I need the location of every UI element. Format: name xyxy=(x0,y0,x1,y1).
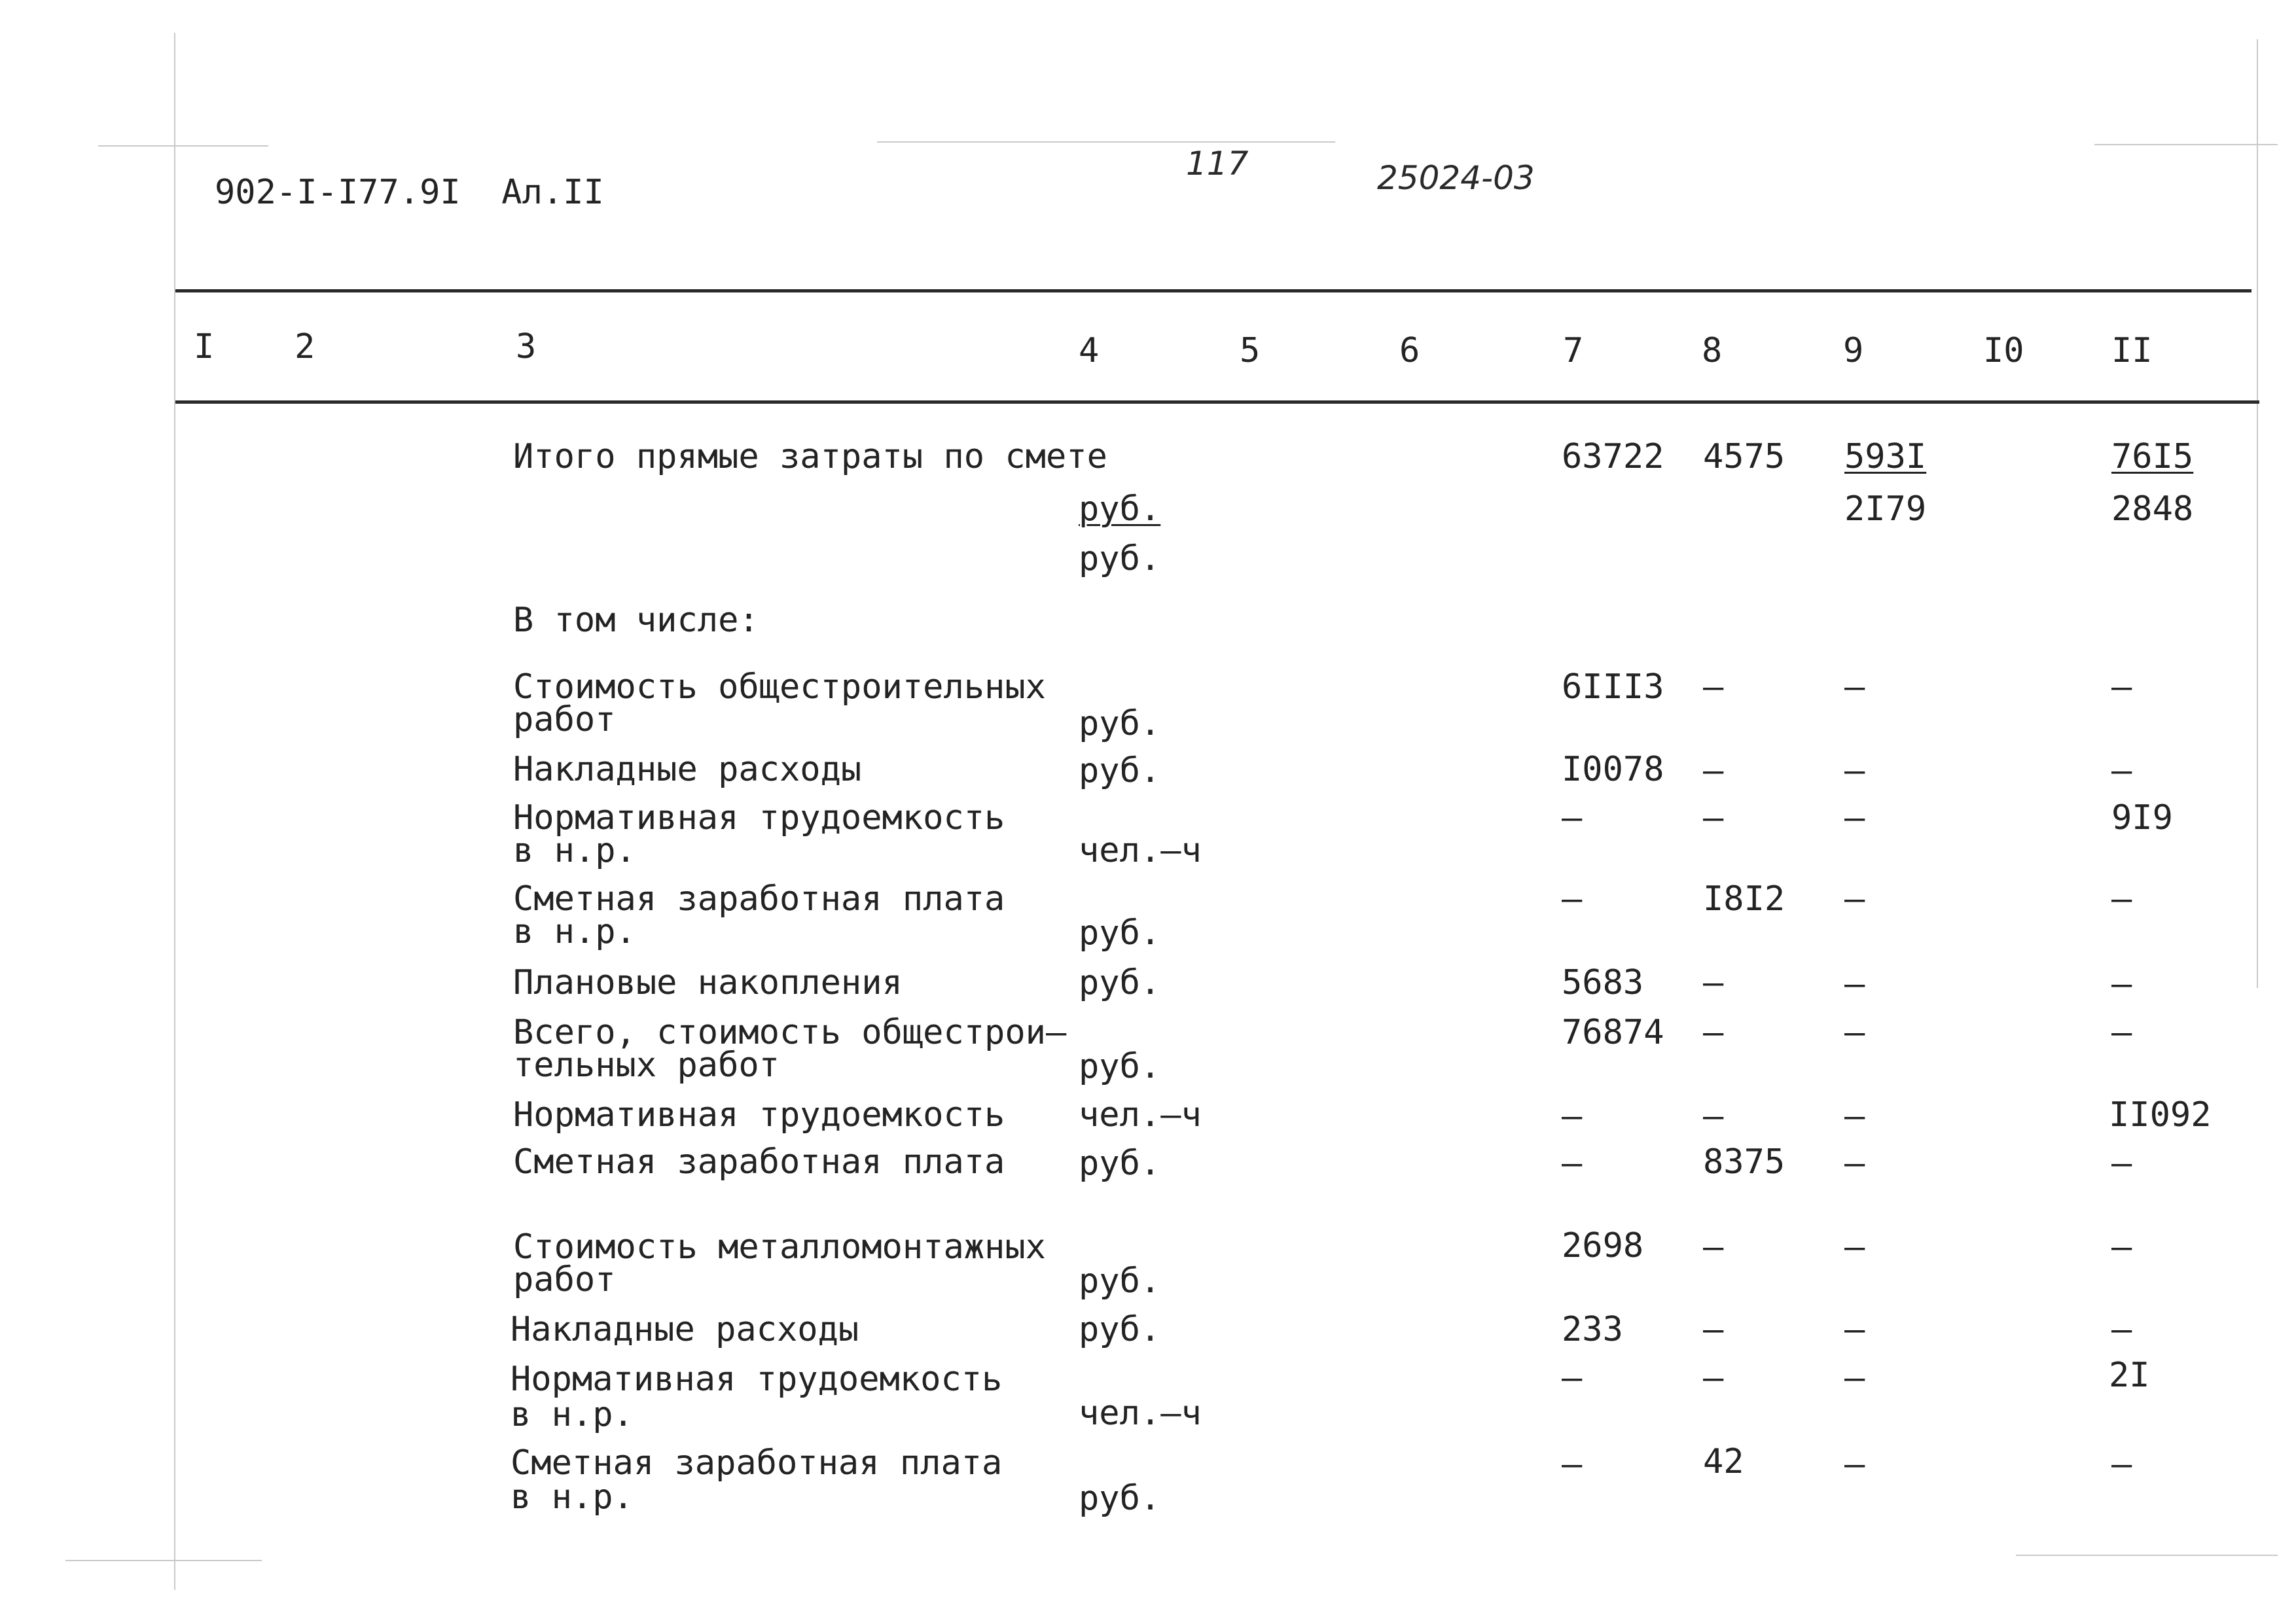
row-name: Накладные расходы xyxy=(511,1310,859,1349)
cell-col11: – xyxy=(2111,1310,2132,1349)
cell-col9: – xyxy=(1844,1144,1865,1183)
row-name-cont: в н.р. xyxy=(511,1477,634,1517)
cell-unit: чел.–ч xyxy=(1079,1095,1202,1135)
cell-col9: – xyxy=(1844,879,1865,919)
scan-edge-top-left xyxy=(98,145,268,147)
cell-col8: – xyxy=(1703,798,1724,838)
cell-unit: руб. xyxy=(1079,539,1161,578)
col-header-3: 3 xyxy=(516,327,537,366)
cell-col9: – xyxy=(1844,1358,1865,1398)
row-name: Сметная заработная плата xyxy=(511,1443,1003,1483)
page-number: 117 xyxy=(1186,145,1249,183)
cell-col7: – xyxy=(1562,1445,1583,1484)
cell-col8: 42 xyxy=(1703,1442,1744,1481)
col-header-10: I0 xyxy=(1983,331,2024,370)
cell-col7: – xyxy=(1562,1144,1583,1183)
row-name: Стоимость общестроительных xyxy=(513,667,1046,707)
col-header-7: 7 xyxy=(1563,331,1584,370)
cell-unit: чел.–ч xyxy=(1079,1394,1202,1433)
cell-col7: 6III3 xyxy=(1562,667,1664,707)
cell-col7: I0078 xyxy=(1562,750,1664,789)
cell-unit: руб. xyxy=(1079,1262,1161,1301)
cell-col11: II092 xyxy=(2109,1095,2212,1135)
cell-col7: 63722 xyxy=(1562,437,1664,476)
header-bottom-rule xyxy=(175,400,2259,404)
row-name: Всего, стоимость общестрои– xyxy=(513,1013,1067,1052)
row-name-cont: в н.р. xyxy=(513,831,636,870)
cell-col8: – xyxy=(1703,1097,1724,1136)
cell-col11: – xyxy=(2111,1144,2132,1183)
col-header-5: 5 xyxy=(1240,331,1261,370)
cell-col8: – xyxy=(1703,1358,1724,1398)
cell-unit: руб. xyxy=(1079,1310,1161,1349)
cell-col9: 2I79 xyxy=(1844,489,1927,529)
cell-unit: чел.–ч xyxy=(1079,831,1202,870)
cell-col9: – xyxy=(1844,964,1865,1004)
col-header-6: 6 xyxy=(1399,331,1420,370)
cell-col8: – xyxy=(1703,751,1724,790)
cell-unit: руб. xyxy=(1079,704,1161,743)
cell-unit: руб. xyxy=(1079,751,1161,790)
row-name-cont: тельных работ xyxy=(513,1046,780,1085)
cell-col8: – xyxy=(1703,1310,1724,1349)
row-name-cont: работ xyxy=(513,1260,616,1299)
row-name: Нормативная трудоемкость xyxy=(513,798,1005,838)
cell-col9: 593I xyxy=(1844,437,1927,476)
cell-col11: – xyxy=(2111,751,2132,790)
row-name: Нормативная трудоемкость xyxy=(511,1360,1003,1399)
cell-col11: – xyxy=(2111,1445,2132,1484)
col-header-9: 9 xyxy=(1843,331,1864,370)
cell-col7: – xyxy=(1562,798,1583,838)
row-name: Накладные расходы xyxy=(513,750,862,789)
scan-edge-top-mid xyxy=(877,141,1335,143)
row-name: Плановые накопления xyxy=(513,963,903,1002)
scan-edge-left-vertical xyxy=(174,33,175,1590)
row-name: Сметная заработная плата xyxy=(513,1142,1005,1182)
cell-col7: 2698 xyxy=(1562,1226,1644,1265)
cell-col9: – xyxy=(1844,1310,1865,1349)
cell-col11: – xyxy=(2111,964,2132,1004)
table-top-rule xyxy=(175,289,2251,292)
cell-col9: – xyxy=(1844,751,1865,790)
row-name: Сметная заработная плата xyxy=(513,879,1005,919)
cell-col8: – xyxy=(1703,667,1724,707)
cell-col8: – xyxy=(1703,1227,1724,1267)
cell-col7: – xyxy=(1562,1097,1583,1136)
cell-col8: – xyxy=(1703,963,1724,1002)
cell-col7: – xyxy=(1562,879,1583,919)
cell-unit: руб. xyxy=(1079,1144,1161,1183)
cell-col7: 5683 xyxy=(1562,963,1644,1002)
row-name: В том числе: xyxy=(513,601,759,640)
cell-col9: – xyxy=(1844,1013,1865,1052)
cell-unit: руб. xyxy=(1079,489,1161,529)
scan-edge-bottom-right xyxy=(2016,1555,2278,1556)
cell-col11: 2848 xyxy=(2111,489,2194,529)
cell-col8: 8375 xyxy=(1703,1142,1785,1182)
col-header-4: 4 xyxy=(1079,331,1100,370)
cell-col7: – xyxy=(1562,1358,1583,1398)
cell-col11: 9I9 xyxy=(2111,798,2173,838)
cell-col7: 233 xyxy=(1562,1310,1623,1349)
row-name: Нормативная трудоемкость xyxy=(513,1095,1005,1135)
cell-col8: 4575 xyxy=(1703,437,1785,476)
row-name-cont: в н.р. xyxy=(513,912,636,951)
row-name-cont: в н.р. xyxy=(511,1395,634,1434)
cell-col9: – xyxy=(1844,1445,1865,1484)
scan-edge-right-vertical xyxy=(2257,39,2258,988)
col-header-11: II xyxy=(2111,331,2153,370)
cell-col11: – xyxy=(2111,1013,2132,1052)
cell-col8: – xyxy=(1703,1013,1724,1052)
archive-number: 25024-03 xyxy=(1377,159,1535,197)
col-header-1: I xyxy=(194,327,215,366)
cell-col9: – xyxy=(1844,667,1865,707)
col-header-2: 2 xyxy=(295,327,315,366)
cell-unit: руб. xyxy=(1079,1047,1161,1086)
cell-col9: – xyxy=(1844,1097,1865,1136)
cell-col11: 2I xyxy=(2109,1356,2150,1395)
row-name-cont: работ xyxy=(513,700,616,739)
cell-col11: – xyxy=(2111,879,2132,919)
cell-col7: 76874 xyxy=(1562,1013,1664,1052)
row-name: Стоимость металломонтажных xyxy=(513,1227,1046,1267)
cell-unit: руб. xyxy=(1079,913,1161,953)
scan-edge-bottom-left xyxy=(65,1560,262,1561)
scan-edge-top-right xyxy=(2094,144,2278,145)
doc-code: 902-I-I77.9I Ал.II xyxy=(215,173,604,212)
col-header-8: 8 xyxy=(1702,331,1723,370)
cell-col11: – xyxy=(2111,667,2132,707)
cell-col11: – xyxy=(2111,1227,2132,1267)
cell-unit: руб. xyxy=(1079,963,1161,1002)
cell-col8: I8I2 xyxy=(1703,879,1785,919)
row-name: Итого прямые затраты по смете xyxy=(513,437,1107,476)
cell-col9: – xyxy=(1844,798,1865,838)
cell-col11: 76I5 xyxy=(2111,437,2194,476)
cell-unit: руб. xyxy=(1079,1479,1161,1518)
cell-col9: – xyxy=(1844,1227,1865,1267)
